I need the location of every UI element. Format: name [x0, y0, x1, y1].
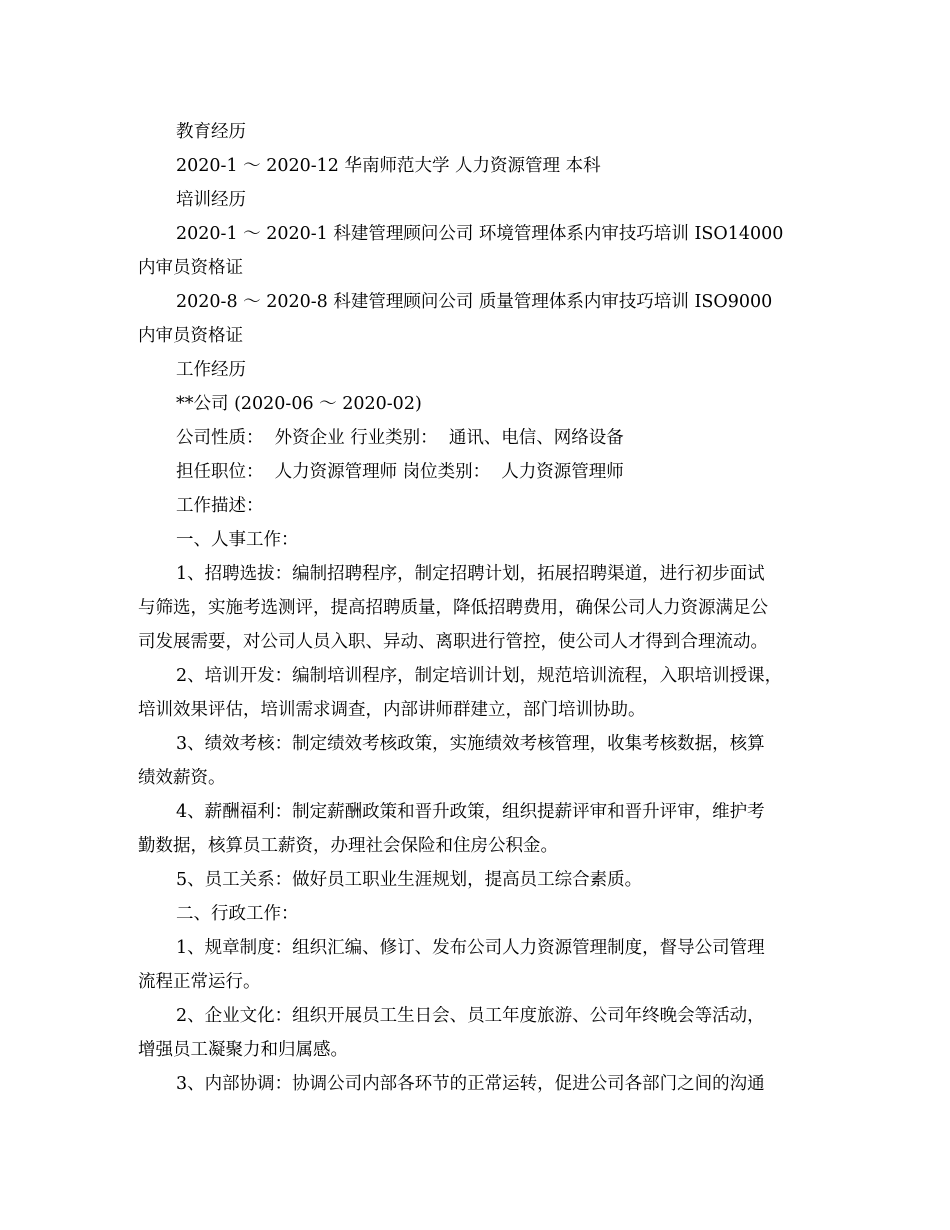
hr-item: [138, 557, 818, 659]
hr-item-line: 培训效果评估，培训需求调查，内部讲师群建立，部门培训协助。: [138, 700, 646, 720]
hr-section-title: 一、人事工作：: [176, 530, 299, 550]
admin-item: [138, 931, 818, 999]
work-description-label: 工作描述：: [176, 496, 264, 516]
admin-item: [138, 1067, 818, 1101]
hr-item-line: 勤数据，核算员工薪资，办理社会保险和住房公积金。: [138, 836, 558, 856]
training-entry-line: 内审员资格证: [138, 258, 243, 278]
work-position: 担任职位： 人力资源管理师 岗位类别： 人力资源管理师: [176, 462, 624, 482]
work-company: **公司 (2020-06 ～ 2020-02): [176, 394, 422, 414]
admin-item: [138, 999, 818, 1067]
hr-item: [138, 727, 818, 795]
admin-item-line: 1、规章制度：组织汇编、修订、发布公司人力资源管理制度，督导公司管理: [176, 938, 765, 958]
document-body: [138, 115, 818, 1101]
hr-item-line: 3、绩效考核：制定绩效考核政策，实施绩效考核管理，收集考核数据，核算: [176, 734, 765, 754]
training-entry: [138, 285, 818, 353]
hr-item: [138, 863, 818, 897]
hr-item-line: 5、员工关系：做好员工职业生涯规划，提高员工综合素质。: [176, 870, 643, 890]
hr-item-line: 2、培训开发：编制培训程序，制定培训计划，规范培训流程，入职培训授课，: [176, 666, 783, 686]
work-company-nature: 公司性质： 外资企业 行业类别： 通讯、电信、网络设备: [176, 428, 624, 448]
admin-item-line: 2、企业文化：组织开展员工生日会、员工年度旅游、公司年终晚会等活动，: [176, 1006, 765, 1026]
hr-item-line: 与筛选，实施考选测评，提高招聘质量，降低招聘费用，确保公司人力资源满足公: [138, 598, 768, 618]
education-heading: 教育经历: [176, 122, 246, 142]
hr-item-line: 司发展需要，对公司人员入职、异动、离职进行管控，使公司人才得到合理流动。: [138, 632, 768, 652]
admin-item-line: 3、内部协调：协调公司内部各环节的正常运转，促进公司各部门之间的沟通: [176, 1074, 765, 1094]
training-entry-line: 内审员资格证: [138, 326, 243, 346]
hr-item-line: 绩效薪资。: [138, 768, 226, 788]
admin-item-line: 增强员工凝聚力和归属感。: [138, 1040, 348, 1060]
admin-item-line: 流程正常运行。: [138, 972, 261, 992]
training-entry-line: 2020-8 ～ 2020-8 科建管理顾问公司 质量管理体系内审技巧培训 ISO9000: [176, 292, 773, 312]
admin-section-title: 二、行政工作：: [176, 904, 299, 924]
work-heading: 工作经历: [176, 360, 246, 380]
hr-item: [138, 659, 818, 727]
hr-item: [138, 795, 818, 863]
hr-item-line: 1、招聘选拔：编制招聘程序，制定招聘计划，拓展招聘渠道，进行初步面试: [176, 564, 765, 584]
hr-item-line: 4、薪酬福利：制定薪酬政策和晋升政策，组织提薪评审和晋升评审，维护考: [176, 802, 765, 822]
training-entry-line: 2020-1 ～ 2020-1 科建管理顾问公司 环境管理体系内审技巧培训 ISO14000: [176, 224, 784, 244]
education-entry: 2020-1 ～ 2020-12 华南师范大学 人力资源管理 本科: [176, 156, 601, 176]
training-heading: 培训经历: [176, 190, 246, 210]
training-entry: [138, 217, 818, 285]
